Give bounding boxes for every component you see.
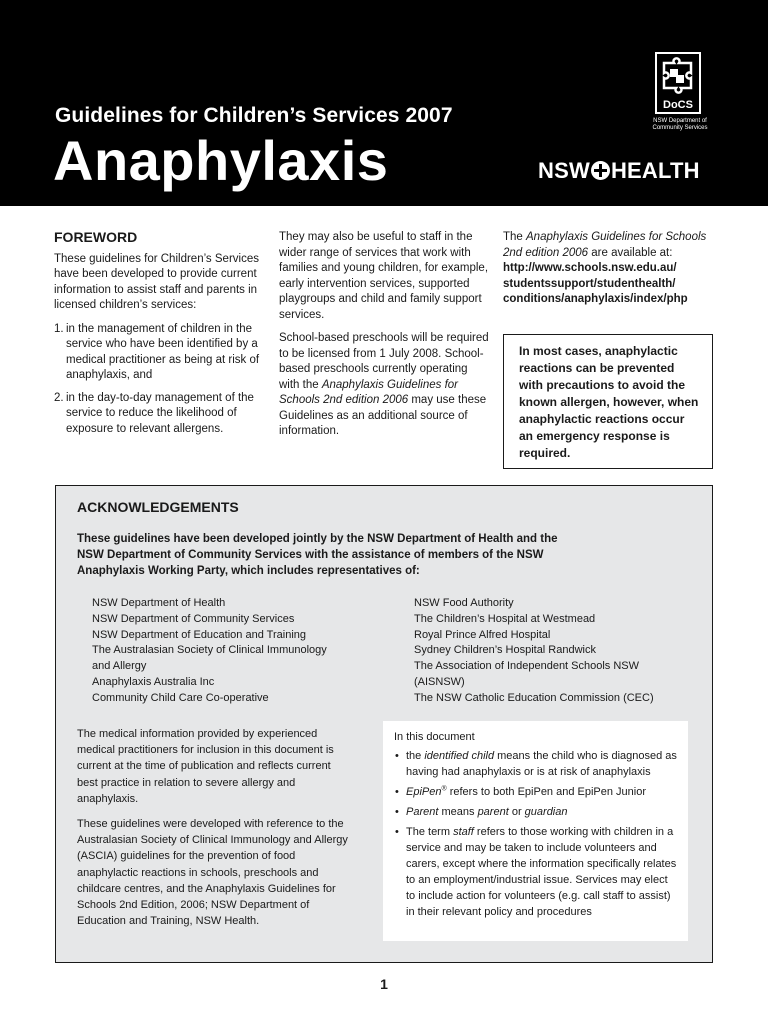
intro-line: These guidelines have been developed jointly by the NSW Department of Health and the: [77, 533, 558, 545]
bullet-icon: •: [395, 806, 399, 818]
publication-title: Anaphylaxis Guidelines for Schools 2nd edition 2006: [503, 231, 707, 259]
callout-box: In most cases, anaphylactic reactions can be prevented with precautions to avoid the known allergen, however, when anaphylactic reactions occur an emergency response is required.: [503, 334, 713, 469]
list-item: NSW Food Authority: [414, 597, 514, 609]
text-run: the: [406, 750, 425, 762]
text-run: are available at:: [588, 246, 673, 259]
acknowledgements-heading: ACKNOWLEDGEMENTS: [77, 499, 239, 515]
representatives-list-right: [414, 596, 694, 707]
foreword-column-1: [54, 230, 264, 444]
docs-caption-line: Community Services: [652, 125, 708, 131]
url-line: http://www.schools.nsw.edu.au/: [503, 262, 677, 274]
docs-caption: [630, 118, 730, 132]
puzzle-icon: [660, 57, 698, 97]
registered-mark: ®: [441, 785, 447, 793]
bullet-icon: •: [395, 826, 399, 838]
defined-term: parent: [477, 806, 509, 818]
list-text: in the day-to-day management of the service to reduce the likelihood of exposure to relevant allergens.: [66, 391, 254, 435]
list-item: Royal Prince Alfred Hospital: [414, 628, 551, 641]
list-item: Anaphylaxis Australia Inc: [92, 675, 215, 688]
list-item: The Association of Independent Schools NSW: [414, 660, 640, 673]
header-banner: [0, 0, 768, 206]
list-item: NSW Department of Health: [92, 597, 226, 609]
document-title: Anaphylaxis: [53, 129, 389, 192]
acknowledgements-panel: [55, 485, 713, 963]
foreword-list: [54, 322, 264, 438]
docs-logo-text: DoCS: [663, 99, 693, 111]
nsw-health-right: HEALTH: [610, 158, 700, 183]
list-item: The NSW Catholic Education Commission (CEC): [414, 691, 654, 704]
definitions-title: In this document: [394, 731, 475, 743]
list-item: The Children’s Hospital at Westmead: [414, 612, 596, 625]
intro-line: NSW Department of Community Services with the assistance of members of the NSW: [77, 549, 544, 561]
health-cross-icon: [591, 161, 610, 180]
definition-item: [394, 804, 678, 820]
list-text: in the management of children in the service who have been identified by a medical practitioner as being at risk of anaphylaxis, and: [66, 322, 260, 381]
text-run: School-based preschools will be required to be licensed from 1 July 2008. School-based preschools currently operating with the: [279, 332, 489, 391]
text-run: or: [508, 806, 525, 818]
definition-item: [394, 748, 678, 780]
definitions-list: [394, 748, 678, 920]
definition-item: [394, 784, 678, 800]
definitions-box: [383, 721, 688, 941]
text-run: means the child who is diagnosed as having had anaphylaxis or is at risk of anaphylaxis: [406, 750, 677, 778]
text-run: may use these Guidelines as an additional source of information.: [279, 394, 487, 437]
list-item: (AISNSW): [414, 675, 465, 688]
list-item: The Australasian Society of Clinical Immunology: [92, 644, 327, 657]
availability-paragraph: [503, 230, 713, 308]
text-run: The: [503, 231, 527, 243]
list-item: Sydney Children’s Hospital Randwick: [414, 644, 596, 657]
foreword-column-3: [503, 230, 713, 316]
document-subtitle: Guidelines for Children’s Services 2007: [55, 104, 453, 127]
body-paragraph: These guidelines were developed with reference to the Australasian Society of Clinical Immunology and Allergy (ASCIA) guidelines for the prevention of food anaphylactic reactions in schools, preschools and childcare centres, and the Anaphylaxis Guidelines for Schools 2nd Edition, 2006; NSW Department of Education and Training, NSW Health.: [77, 818, 348, 928]
url-line: studentssupport/studenthealth/: [503, 277, 676, 290]
representatives-list-left: [92, 596, 372, 707]
text-run: means: [438, 806, 478, 818]
defined-term: identified child: [424, 750, 495, 762]
list-number: 2.: [54, 391, 64, 404]
text-run: refers to both EpiPen and EpiPen Junior: [446, 786, 647, 798]
body-paragraph: The medical information provided by experienced medical practitioners for inclusion in this document is current at the time of publication and reflects current best practice in relation to severe allergy and anaphylaxis.: [77, 728, 334, 805]
page-number: 1: [380, 976, 388, 992]
list-item: [54, 322, 264, 384]
text-run: The term: [406, 826, 454, 838]
foreword-paragraph: [279, 331, 489, 440]
defined-term: guardian: [524, 806, 568, 818]
docs-logo: [655, 52, 701, 114]
nsw-health-left: NSW: [538, 158, 590, 183]
foreword-intro: These guidelines for Children’s Services have been developed to provide current information to assist staff and parents in licensed children’s services:: [54, 252, 259, 311]
definition-item: [394, 824, 678, 920]
list-number: 1.: [54, 322, 64, 335]
foreword-heading: FOREWORD: [54, 229, 138, 245]
list-item: NSW Department of Education and Training: [92, 628, 307, 641]
defined-term: staff: [453, 826, 474, 838]
foreword-paragraph: They may also be useful to staff in the wider range of services that work with families and young children, for example, early intervention services, supported playgroups and child and family support services.: [279, 231, 489, 321]
bullet-icon: •: [395, 750, 399, 762]
defined-term: EpiPen: [406, 786, 442, 798]
publication-title: Anaphylaxis Guidelines for Schools 2nd edition 2006: [279, 378, 458, 406]
docs-caption-line: NSW Department of: [653, 118, 707, 124]
foreword-column-2: [279, 230, 489, 448]
defined-term: Parent: [406, 806, 439, 818]
url-line: conditions/anaphylaxis/index/php: [503, 293, 688, 305]
list-item: and Allergy: [92, 660, 147, 673]
list-item: [54, 391, 264, 438]
acknowledgements-body: [77, 726, 352, 938]
text-run: refers to those working with children in a service and may be taken to include volunteers and carers, except where the information specifically relates to an employment/industrial issue. Services may elect to include action for volunteers (e.g. call staff to assist) in their relevant policy and procedures: [406, 826, 677, 918]
nsw-health-logo: [538, 158, 700, 184]
acknowledgements-intro: [77, 531, 607, 579]
intro-line: Anaphylaxis Working Party, which includes representatives of:: [77, 565, 420, 577]
list-item: Community Child Care Co-operative: [92, 691, 269, 704]
guidelines-url-link[interactable]: [503, 262, 688, 305]
bullet-icon: •: [395, 786, 399, 798]
list-item: NSW Department of Community Services: [92, 612, 295, 625]
